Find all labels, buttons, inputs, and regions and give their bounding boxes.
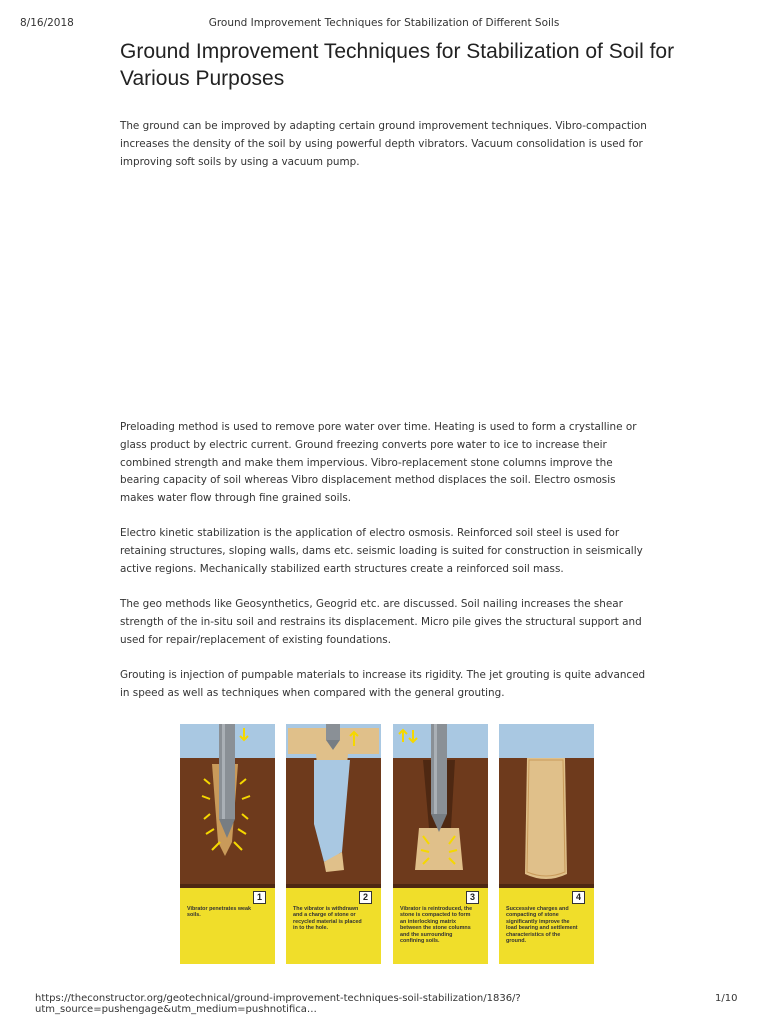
panel-number: 3: [466, 891, 479, 904]
article-paragraph: Electro kinetic stabilization is the application of electro osmosis. Reinforced soil steel is used for retaining structures, sloping walls, dams etc. seismic loading is suited for construction in seismically active regions. Mechanically stabilized earth structures create a reinforced soil mass.: [120, 527, 643, 575]
article-paragraph: Preloading method is used to remove pore water over time. Heating is used to form a crystalline or glass product by electric current. Ground freezing converts pore water to ice to increase their combined strength and make them impervious. Vibro-replacement stone columns improve the bearing capacity of soil whereas Vibro displacement method displaces the soil. Electro osmosis makes water flow through fine grained soils.: [120, 421, 637, 505]
panel-caption: Vibrator penetrates weak soils.: [187, 906, 252, 919]
panel-number: 1: [253, 891, 266, 904]
page-header-title: Ground Improvement Techniques for Stabilization of Different Soils: [208, 17, 560, 29]
panel-caption: The vibrator is withdrawn and a charge of stone or recycled material is placed in to the hole.: [293, 906, 362, 932]
article-paragraph: Grouting is injection of pumpable materials to increase its rigidity. The jet grouting is quite advanced in speed as well as techniques when compared with the general grouting.: [120, 669, 646, 699]
figure-panel-3: [393, 724, 488, 964]
page-header-date: 8/16/2018: [20, 17, 74, 29]
panel-number: 4: [572, 891, 585, 904]
page-number: 1/10: [715, 993, 738, 1004]
panel-caption: Successive charges and compacting of stone significantly improve the load bearing and settlement characteristics of the ground.: [506, 906, 578, 945]
vibrator-penetrating-illustration: [180, 724, 275, 964]
panel-number: 2: [359, 891, 372, 904]
panel-caption: Vibrator is reintroduced, the stone is compacted to form an interlocking matrix between the stone columns and the surrounding confining soils.: [400, 906, 473, 945]
article-paragraph: The ground can be improved by adapting certain ground improvement techniques. Vibro-compaction increases the density of the soil by using powerful depth vibrators. Vacuum consolidation is used for improving soft soils by using a vacuum pump.: [120, 120, 647, 168]
figure-panel-4: [499, 724, 594, 964]
vibro-replacement-figure: [180, 724, 594, 964]
figure-panel-1: [180, 724, 275, 964]
source-url-link[interactable]: https://theconstructor.org/geotechnical/ground-improvement-techniques-soil-stabilization/1836/?utm_source=pushengage&utm_medium=pushnotifica…: [35, 993, 521, 1015]
article-title: Ground Improvement Techniques for Stabilization of Soil for Various Purposes: [120, 40, 675, 90]
figure-panel-2: [286, 724, 381, 964]
article-paragraph: The geo methods like Geosynthetics, Geogrid etc. are discussed. Soil nailing increases the shear strength of the in-situ soil and restrains its displacement. Micro pile gives the structural support and used for repair/replacement of existing foundations.: [120, 598, 642, 646]
